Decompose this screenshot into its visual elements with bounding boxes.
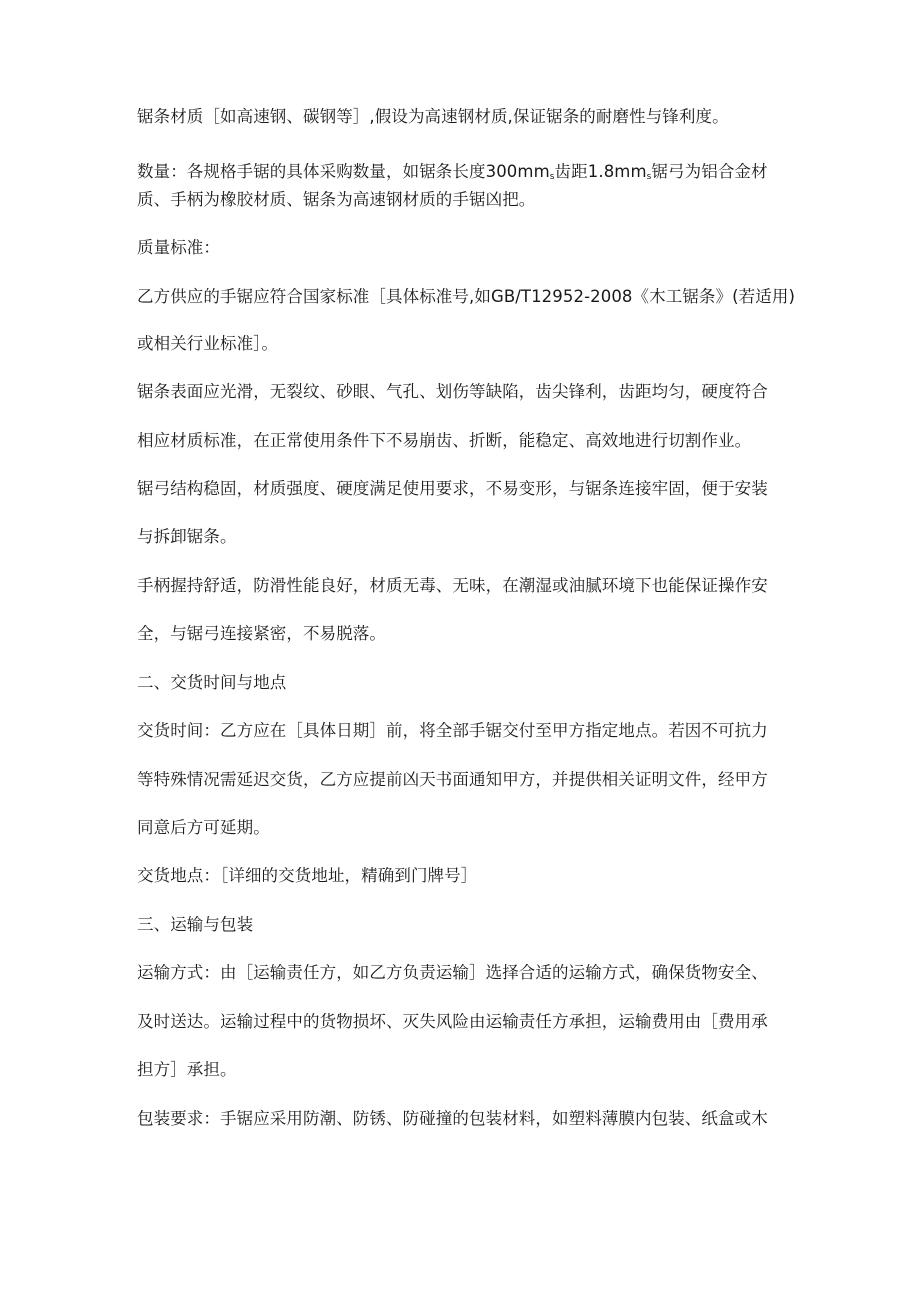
section-label: 质量标准： bbox=[137, 238, 220, 257]
paragraph-line: 与拆卸锯条。 bbox=[137, 527, 237, 546]
paragraph-line: 担方］承担。 bbox=[137, 1060, 237, 1079]
paragraph-line: 锯弓结构稳固，材质强度、硬度满足使用要求，不易变形，与锯条连接牢固，便于安装 bbox=[137, 479, 768, 498]
paragraph-line: 锯条材质［如高速钢、碳钢等］,假设为高速钢材质,保证锯条的耐磨性与锋利度。 bbox=[137, 107, 729, 126]
paragraph-line: 交货时间：乙方应在［具体日期］前，将全部手锯交付至甲方指定地点。若因不可抗力 bbox=[137, 721, 768, 740]
paragraph-line: 运输方式：由［运输责任方，如乙方负责运输］选择合适的运输方式，确保货物安全、 bbox=[137, 963, 768, 982]
paragraph-line: 同意后方可延期。 bbox=[137, 818, 270, 837]
section-heading: 二、交货时间与地点 bbox=[137, 673, 287, 692]
quantity-text-mid: 齿距1.8mm bbox=[554, 162, 647, 181]
paragraph-line: 及时送达。运输过程中的货物损坏、灭失风险由运输责任方承担，运输费用由［费用承 bbox=[137, 1012, 768, 1031]
paragraph-line: 相应材质标准，在正常使用条件下不易崩齿、折断，能稳定、高效地进行切割作业。 bbox=[137, 431, 752, 450]
quantity-subscript: s bbox=[549, 172, 555, 182]
paragraph-line: 包装要求：手锯应采用防潮、防锈、防碰撞的包装材料，如塑料薄膜内包装、纸盒或木 bbox=[137, 1109, 768, 1128]
paragraph-line: 交货地点：［详细的交货地址，精确到门牌号］ bbox=[137, 866, 478, 885]
section-heading: 三、运输与包装 bbox=[137, 915, 254, 934]
quantity-line bbox=[137, 161, 797, 188]
quantity-text: 数量：各规格手锯的具体采购数量，如锯条长度300mm bbox=[137, 162, 550, 181]
paragraph-line: 全，与锯弓连接紧密，不易脱落。 bbox=[137, 624, 386, 643]
paragraph-line: 乙方供应的手锯应符合国家标准［具体标准号,如GB/T12952-2008《木工锯条》(若适用) bbox=[137, 287, 795, 306]
quantity-subscript: s bbox=[646, 172, 652, 182]
paragraph-line: 质、手柄为橡胶材质、锯条为高速钢材质的手锯凶把。 bbox=[137, 190, 536, 209]
paragraph-line: 或相关行业标准］。 bbox=[137, 334, 279, 353]
quantity-text-tail: 锯弓为铝合金材 bbox=[651, 162, 768, 181]
paragraph-line: 手柄握持舒适，防滑性能良好，材质无毒、无味，在潮湿或油腻环境下也能保证操作安 bbox=[137, 576, 768, 595]
paragraph-line: 锯条表面应光滑，无裂纹、砂眼、气孔、划伤等缺陷，齿尖锋利，齿距均匀，硬度符合 bbox=[137, 382, 768, 401]
paragraph-line: 等特殊情况需延迟交货，乙方应提前凶天书面通知甲方，并提供相关证明文件，经甲方 bbox=[137, 770, 768, 789]
